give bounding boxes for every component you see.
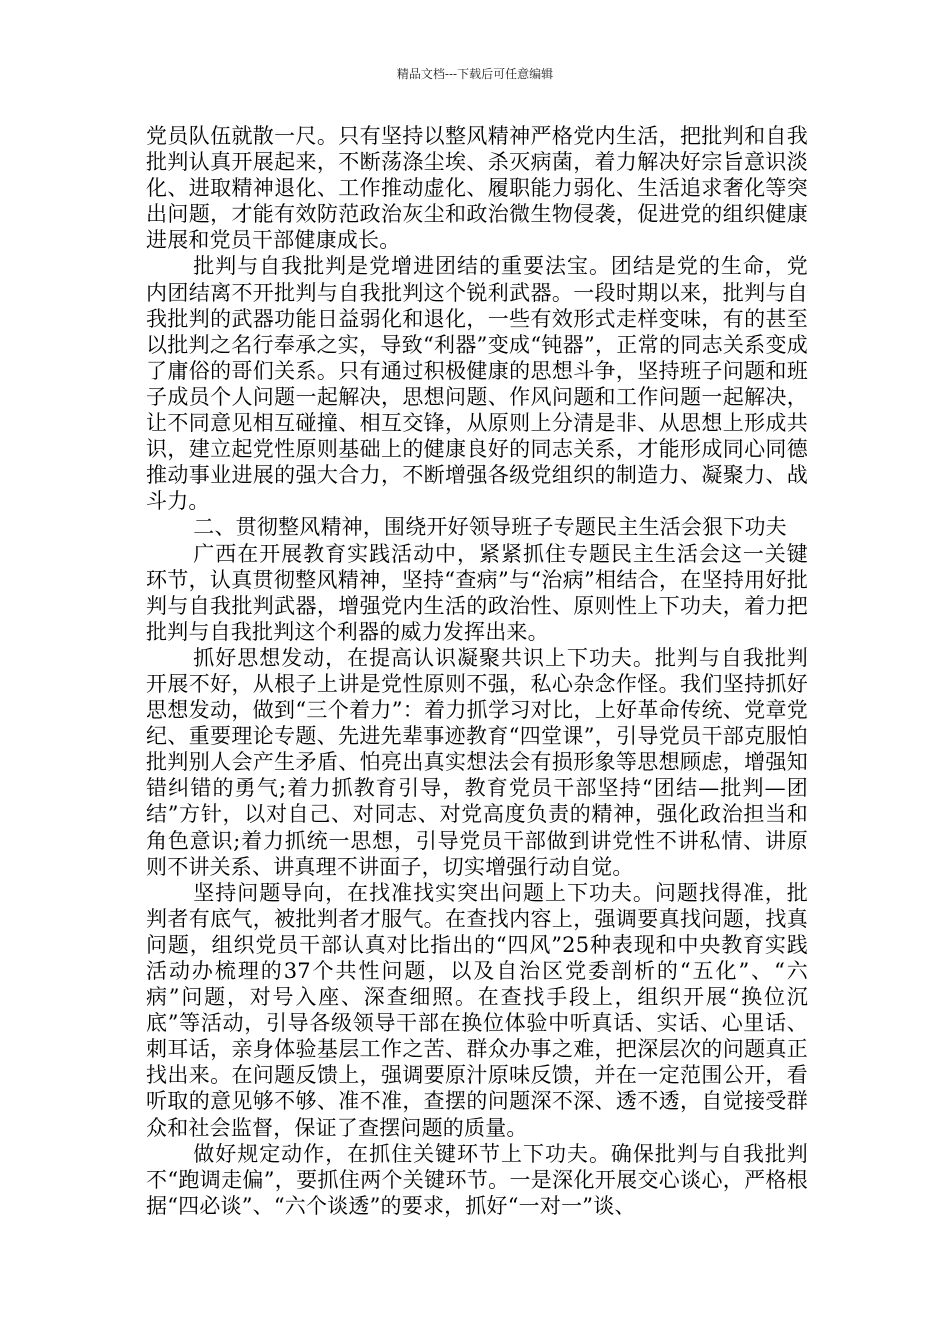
paragraph-3: 广西在开展教育实践活动中，紧紧抓住专题民主生活会这一关键环节，认真贯彻整风精神，坚持“查病”与“治病”相结合，在坚持用好批判与自我批判武器，增强党内生活的政治性、原则性上下功夫，着力把批判与自我批判这个利器的威力发挥出来。 — [146, 541, 808, 644]
paragraph-1: 党员队伍就散一尺。只有坚持以整风精神严格党内生活，把批判和自我批判认真开展起来，不断荡涤尘埃、杀灭病菌，着力解决好宗旨意识淡化、进取精神退化、工作推动虚化、履职能力弱化、生活追求奢化等突出问题，才能有效防范政治灰尘和政治微生物侵袭，促进党的组织健康进展和党员干部健康成长。 — [146, 124, 808, 253]
paragraph-2: 批判与自我批判是党增进团结的重要法宝。团结是党的生命，党内团结离不开批判与自我批判这个锐利武器。一段时期以来，批判与自我批判的武器功能日益弱化和退化，一些有效形式走样变味，有的甚至以批判之名行奉承之实，导致“利器”变成“钝器”，正常的同志关系变成了庸俗的哥们关系。只有通过积极健康的思想斗争，坚持班子问题和班子成员个人问题一起解决，思想问题、作风问题和工作问题一起解决，让不同意见相互碰撞、相互交锋，从原则上分清是非、从思想上形成共识，建立起党性原则基础上的健康良好的同志关系，才能形成同心同德推动事业进展的强大合力，不断增强各级党组织的制造力、凝聚力、战斗力。 — [146, 254, 808, 514]
paragraph-4: 抓好思想发动，在提高认识凝聚共识上下功夫。批判与自我批判开展不好，从根子上讲是党性原则不强，私心杂念作怪。我们坚持抓好思想发动，做到“三个着力”：着力抓学习对比，上好革命传统、党章党纪、重要理论专题、先进先辈事迹教育“四堂课”，引导党员干部克服怕批判别人会产生矛盾、怕亮出真实想法会有损形象等思想顾虑，增强知错纠错的勇气;着力抓教育引导，教育党员干部坚持“团结—批判—团结”方针，以对自己、对同志、对党高度负责的精神，强化政治担当和角色意识;着力抓统一思想，引导党员干部做到讲党性不讲私情、讲原则不讲关系、讲真理不讲面子，切实增强行动自觉。 — [146, 645, 808, 879]
paragraph-5: 坚持问题导向，在找准找实突出问题上下功夫。问题找得准，批判者有底气，被批判者才服气。在查找内容上，强调要真找问题，找真问题，组织党员干部认真对比指出的“四风”25种表现和中央教育实践活动办梳理的37个共性问题，以及自治区党委剖析的“五化”、“六病”问题，对号入座、深查细照。在查找手段上，组织开展“换位沉底”等活动，引导各级领导干部在换位体验中听真话、实话、心里话、刺耳话，亲身体验基层工作之苦、群众办事之难，把深层次的问题真正找出来。在问题反馈上，强调要原汁原味反馈，并在一定范围公开，看听取的意见够不够、准不准，查摆的问题深不深、透不透，自觉接受群众和社会监督，保证了查摆问题的质量。 — [146, 880, 808, 1140]
document-body — [146, 123, 808, 1219]
paragraph-6: 做好规定动作，在抓住关键环节上下功夫。确保批判与自我批判不“跑调走偏”，要抓住两个关键环节。一是深化开展交心谈心，严格根据“四必谈”、“六个谈透”的要求，抓好“一对一”谈、 — [146, 1141, 808, 1218]
section-heading: 二、贯彻整风精神，围绕开好领导班子专题民主生活会狠下功夫 — [193, 515, 787, 540]
page-header: 精品文档---下载后可任意编辑 — [396, 67, 554, 81]
